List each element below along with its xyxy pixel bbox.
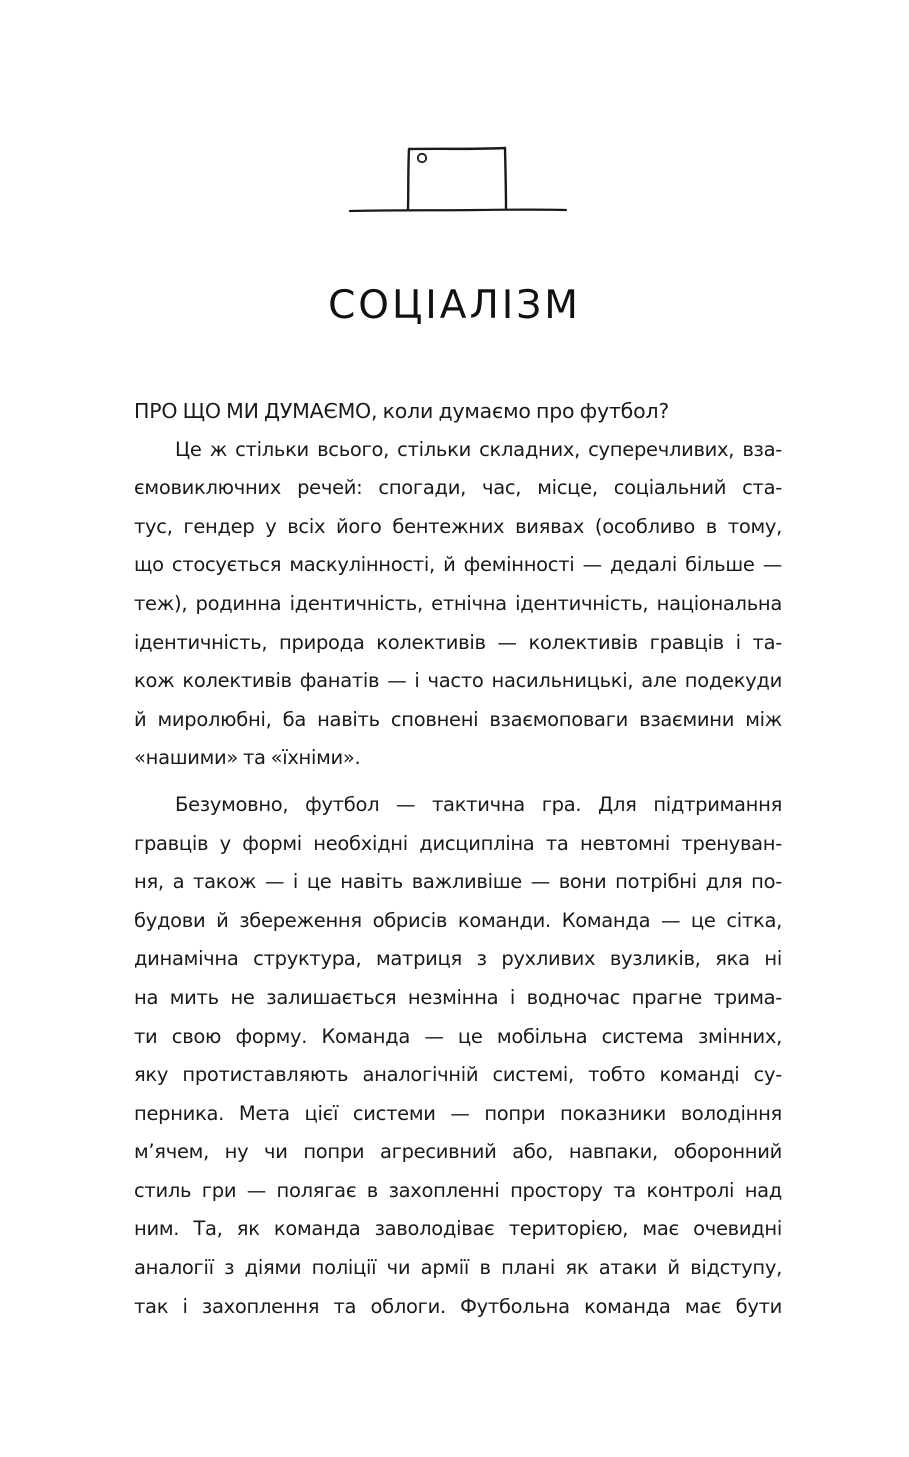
text-line: будови й збереження обрисів команди. Команда — це сітка, <box>134 908 782 932</box>
text-line: Безумовно, футбол — тактична гра. Для підтримання <box>175 792 782 816</box>
text-line: Це ж стільки всього, стільки складних, суперечливих, вза- <box>175 437 782 461</box>
text-line: динамічна структура, матриця з рухливих вузликів, яка ні <box>134 947 782 971</box>
text-line: на мить не залишається незмінна і водночас прагне трима- <box>134 985 782 1009</box>
text-line: ним. Та, як команда заволодіває територією, має очевидні <box>134 1217 782 1241</box>
text-line: тус, гендер у всіх його бентежних виявах (особливо в тому, <box>134 514 782 538</box>
text-line: перника. Мета цієї системи — попри показники володіння <box>134 1101 782 1125</box>
text-line: м’ячем, ну чи попри агресивний або, навпаки, оборонний <box>134 1140 782 1164</box>
text-line: гравців у формі необхідні дисципліна та невтомні тренуван- <box>134 831 782 855</box>
text-line: що стосується маскулінності, й фемінності — дедалі більше — <box>134 553 782 577</box>
text-line: аналогії з діями поліції чи армії в плані як атаки й відступу, <box>134 1256 782 1280</box>
text-line: ПРО ЩО МИ ДУМАЄМО, коли думаємо про футбол? <box>134 399 670 423</box>
text-line: кож колективів фанатів — і часто насильницькі, але подекуди <box>134 669 782 693</box>
text-line: ти свою форму. Команда — це мобільна система змінних, <box>134 1024 782 1048</box>
text-line: ня, а також — і це навіть важливіше — вони потрібні для по- <box>134 870 782 894</box>
text-line: так і захоплення та облоги. Футбольна команда має бути <box>134 1294 782 1318</box>
text-line: й миролюбні, ба навіть сповнені взаємоповаги взаємини між <box>134 707 782 731</box>
chapter-title: СОЦІАЛІЗМ <box>328 283 581 328</box>
text-line: ідентичність, природа колективів — колективів гравців і та- <box>134 630 782 654</box>
football-goal-icon <box>348 140 570 220</box>
text-line: ємовиключних речей: спогади, час, місце, соціальний ста- <box>134 476 782 500</box>
text-line: «нашими» та «їхніми». <box>134 746 361 770</box>
text-line: стиль гри — полягає в захопленні простору та контролі над <box>134 1178 782 1202</box>
text-line: яку протиставляють аналогічній системі, тобто команді су- <box>134 1063 782 1087</box>
paragraph-gap <box>134 778 782 786</box>
chapter-body <box>134 392 782 1326</box>
text-line: теж), родинна ідентичність, етнічна ідентичність, національна <box>134 591 782 615</box>
